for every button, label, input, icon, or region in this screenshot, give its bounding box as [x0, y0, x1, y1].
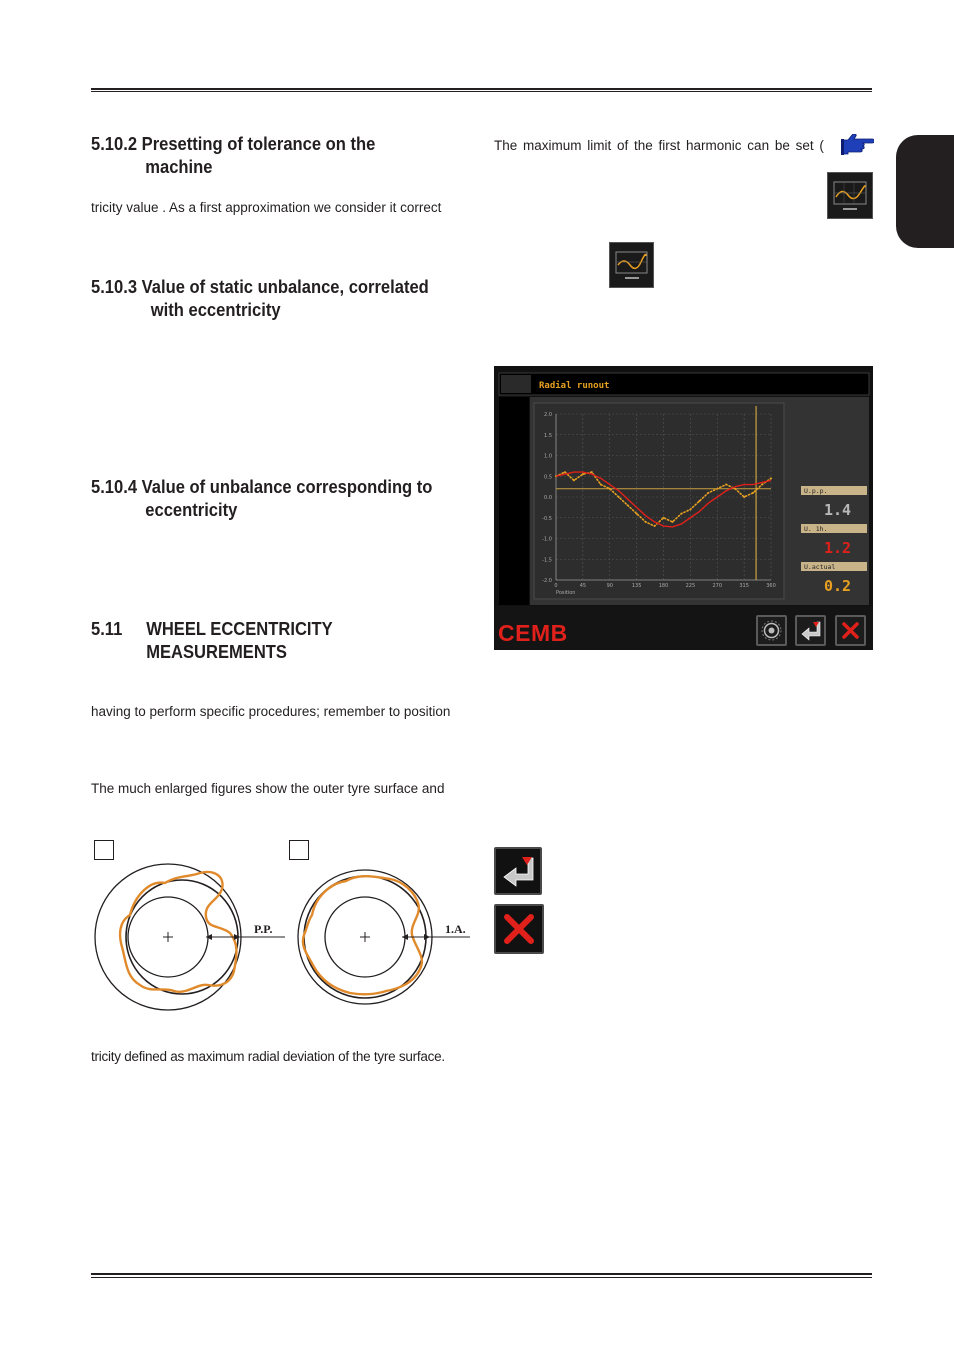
top-rule — [91, 88, 872, 90]
close-x-icon — [837, 617, 864, 644]
data-point — [743, 496, 745, 498]
data-point — [654, 525, 656, 527]
data-point — [752, 492, 754, 494]
x-tick-label: 135 — [631, 583, 642, 589]
data-point — [671, 521, 673, 523]
machine-screen — [494, 366, 873, 650]
heading-line: 5.10.4 Value of unbalance corresponding to — [91, 477, 433, 497]
tyre-profile-curve — [120, 872, 236, 992]
data-point — [716, 488, 718, 490]
close-button-large[interactable] — [494, 904, 544, 954]
paragraph: tricity value . As a first approximation we consider it correct — [91, 200, 442, 215]
stat-label: U.p.p. — [804, 487, 828, 495]
wheel-eccentricity-figure-right — [290, 855, 472, 1015]
data-point — [770, 477, 772, 479]
heading-line: 5.10.2 Presetting of tolerance on the — [91, 134, 376, 154]
data-point — [591, 471, 593, 473]
data-point — [564, 471, 566, 473]
graph-icon — [828, 173, 872, 218]
stat-value: 1.2 — [824, 539, 852, 557]
screen-title: Radial runout — [539, 381, 610, 391]
heading-line: machine — [145, 157, 213, 177]
data-point — [725, 484, 727, 486]
bottom-rule — [91, 1273, 872, 1275]
section-heading-5-11 — [91, 618, 333, 664]
language-tab — [896, 135, 954, 248]
heading-line: MEASUREMENTS — [146, 642, 287, 662]
section-heading-5-10-3 — [91, 276, 429, 322]
x-tick-label: 315 — [739, 583, 749, 589]
runout-graph-icon-secondary[interactable] — [609, 242, 654, 288]
x-tick-label: 45 — [579, 583, 587, 589]
wheel-settings-icon — [758, 617, 785, 644]
header-tab — [501, 375, 531, 393]
section-number: 5.11 — [91, 619, 123, 639]
y-tick-label: 1.0 — [544, 453, 552, 460]
x-axis-label: Position — [556, 590, 576, 596]
radial-runout-screen — [494, 366, 873, 650]
paragraph: The maximum limit of the first harmonic can be set ( — [494, 138, 824, 153]
y-tick-label: -0.5 — [542, 515, 552, 522]
data-point — [663, 517, 665, 519]
graph-icon — [610, 243, 653, 287]
data-point — [698, 500, 700, 502]
arrow-head — [424, 934, 430, 940]
x-tick-label: 360 — [766, 583, 776, 589]
confirm-button-large[interactable] — [494, 847, 542, 895]
data-point — [761, 484, 763, 486]
data-point — [734, 488, 736, 490]
wheel-settings-button[interactable] — [756, 615, 787, 646]
y-tick-label: 2.0 — [544, 412, 552, 418]
close-x-icon — [496, 906, 542, 952]
heading-line: WHEEL ECCENTRICITY — [146, 619, 333, 639]
y-tick-label: 0.0 — [544, 495, 552, 501]
runout-graph-icon[interactable] — [827, 172, 873, 219]
paragraph: The much enlarged figures show the outer tyre surface and — [91, 781, 445, 796]
heading-line: with eccentricity — [150, 300, 281, 320]
figure-label: 1.A. — [445, 922, 466, 936]
data-point — [707, 492, 709, 494]
top-rule-thin — [91, 91, 872, 92]
side-strip — [499, 397, 529, 605]
hand-pointer-icon — [840, 134, 874, 156]
confirm-button[interactable] — [795, 615, 826, 646]
arrow-head — [234, 934, 240, 940]
cemb-logo: CEMB — [498, 620, 568, 646]
y-tick-label: -1.5 — [542, 557, 552, 564]
paragraph: having to perform specific procedures; remember to position — [91, 704, 451, 719]
stat-label: U.actual — [804, 563, 836, 571]
data-point — [680, 513, 682, 515]
x-tick-label: 225 — [685, 583, 696, 589]
stat-value: 0.2 — [824, 577, 852, 595]
data-point — [636, 513, 638, 515]
y-tick-label: 1.5 — [544, 432, 552, 439]
stat-value: 1.4 — [824, 501, 852, 519]
heading-line: 5.10.3 Value of static unbalance, correlated — [91, 277, 429, 297]
x-tick-label: 0 — [554, 583, 558, 589]
chart-frame — [534, 403, 784, 599]
wheel-eccentricity-figure-left — [90, 855, 285, 1015]
bottom-rule-thin — [91, 1277, 872, 1278]
y-tick-label: 0.5 — [544, 474, 552, 481]
section-heading-5-10-2 — [91, 133, 375, 179]
confirm-arrow-icon — [797, 617, 824, 644]
heading-line: eccentricity — [145, 500, 238, 520]
data-point — [600, 484, 602, 486]
data-point — [582, 473, 584, 475]
y-tick-label: -1.0 — [542, 536, 552, 543]
data-point — [573, 479, 575, 481]
data-point — [609, 488, 611, 490]
arrow-head — [206, 934, 212, 940]
x-tick-label: 270 — [712, 583, 723, 589]
data-point — [618, 496, 620, 498]
stat-label: U. 1h. — [804, 525, 828, 533]
data-point — [627, 504, 629, 506]
x-tick-label: 90 — [606, 583, 613, 589]
y-tick-label: -2.0 — [542, 578, 552, 584]
paragraph: tricity defined as maximum radial deviation of the tyre surface. — [91, 1049, 445, 1064]
figure-label: P.P. — [254, 922, 273, 936]
confirm-arrow-icon — [496, 849, 540, 893]
data-point — [689, 508, 691, 510]
close-button[interactable] — [835, 615, 866, 646]
data-point — [645, 521, 647, 523]
x-tick-label: 180 — [658, 583, 669, 589]
section-heading-5-10-4 — [91, 476, 432, 522]
